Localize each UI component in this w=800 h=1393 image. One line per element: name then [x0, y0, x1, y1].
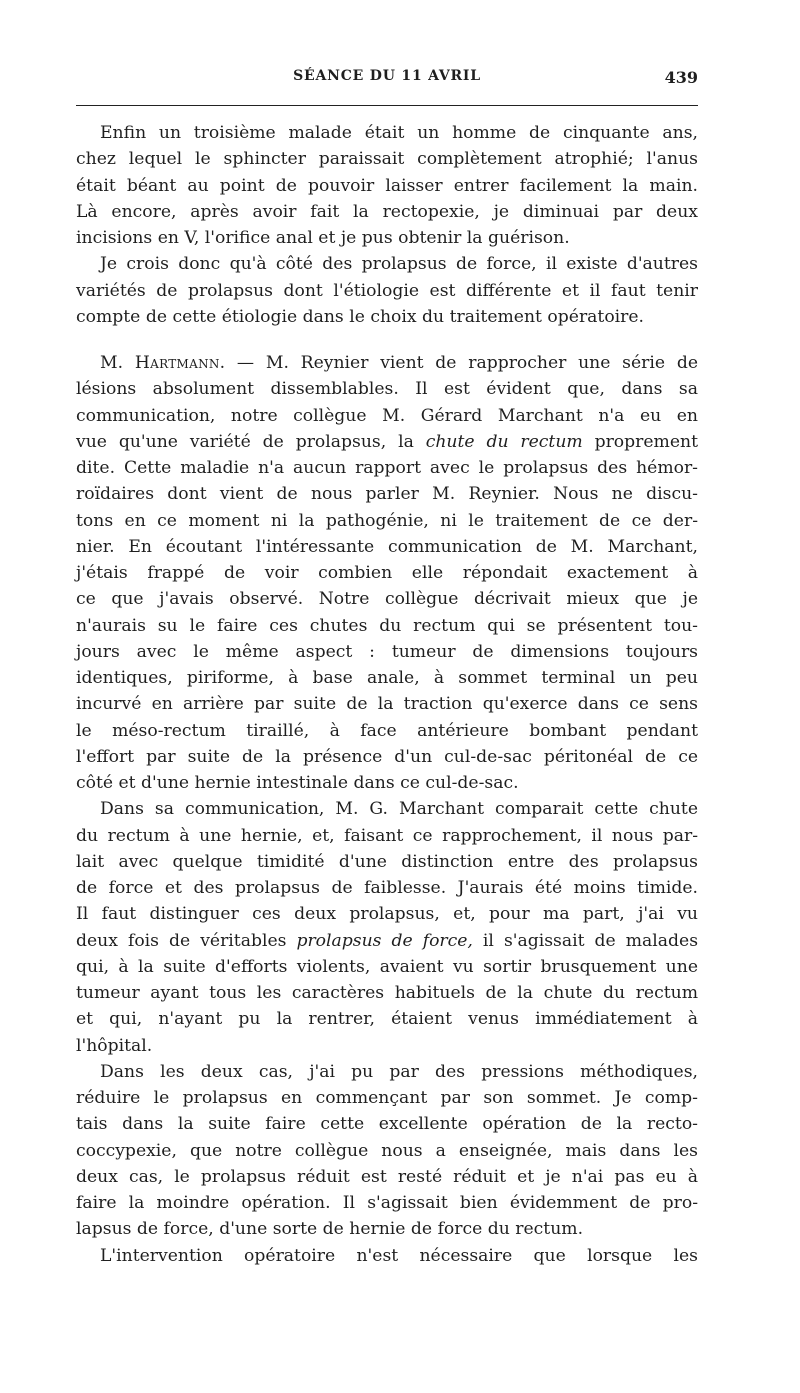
italic-term: chute du rectum [425, 431, 583, 452]
text-line: tais dans la suite faire cette excellente opération de la recto- [76, 1114, 698, 1135]
text-line: variétés de prolapsus dont l'étiologie est différente et il faut tenir [76, 280, 698, 301]
text-line: communication, notre collègue M. Gérard Marchant n'a eu en [76, 405, 698, 426]
text-line: et qui, n'ayant pu la rentrer, étaient venus immédiatement à [76, 1009, 698, 1030]
text-line: j'étais frappé de voir combien elle répondait exactement à [76, 563, 698, 583]
text-line: Dans sa communication, M. G. Marchant comparait cette chute [100, 799, 698, 820]
text-line: faire la moindre opération. Il s'agissait bien évidemment de pro- [76, 1193, 698, 1213]
text-line: L'intervention opératoire n'est nécessaire que lorsque les [100, 1245, 698, 1266]
text-line: n'aurais su le faire ces chutes du rectum qui se présentent tou- [76, 615, 698, 636]
text-line: du rectum à une hernie, et, faisant ce rapprochement, il nous par- [76, 825, 698, 846]
text-line: l'hôpital. [76, 1035, 153, 1056]
text-line: de force et des prolapsus de faiblesse. J'aurais été moins timide. [76, 878, 698, 898]
running-head: SÉANCE DU 11 AVRIL [293, 68, 481, 84]
text-span: vue qu'une variété de prolapsus, la [76, 431, 426, 452]
text-line: lésions absolument dissemblables. Il est évident que, dans sa [76, 379, 698, 400]
text-line: réduire le prolapsus en commençant par son sommet. Je comp- [76, 1088, 698, 1108]
text-span: il s'agissait de malades [472, 930, 699, 951]
body-text [76, 120, 698, 1269]
text-line: jours avec le même aspect : tumeur de dimensions toujours [76, 641, 698, 662]
text-line: qui, à la suite d'efforts violents, avaient vu sortir brusquement une [76, 956, 698, 977]
paragraph [76, 120, 698, 251]
text-line: ce que j'avais observé. Notre collègue décrivait mieux que je [76, 589, 698, 610]
text-line: incurvé en arrière par suite de la traction qu'exerce dans ce sens [76, 694, 698, 715]
paragraph [76, 350, 698, 796]
text-span: deux fois de véritables [76, 930, 297, 951]
text-line: roïdaires dont vient de nous parler M. Reynier. Nous ne discu- [76, 484, 698, 505]
text-line: coccypexie, que notre collègue nous a enseignée, mais dans les [76, 1140, 698, 1161]
text-line: nier. En écoutant l'intéressante communication de M. Marchant, [76, 536, 698, 557]
text-line: compte de cette étiologie dans le choix du traitement opératoire. [76, 306, 645, 327]
text-line: Enfin un troisième malade était un homme de cinquante ans, [100, 123, 698, 143]
speaker-line-rest: . — M. Reynier vient de rapprocher une série de [219, 353, 698, 373]
text-line [76, 928, 698, 954]
text-span: proprement [582, 431, 698, 452]
text-line: tons en ce moment ni la pathogénie, ni le traitement de ce der- [76, 510, 698, 531]
text-line: dite. Cette maladie n'a aucun rapport avec le prolapsus des hémor- [76, 458, 698, 478]
page-number: 439 [664, 68, 698, 87]
speaker-name: Hartmann [134, 353, 220, 373]
text-line: tumeur ayant tous les caractères habituels de la chute du rectum [76, 983, 698, 1003]
text-line: incisions en V, l'orifice anal et je pus obtenir la guérison. [76, 228, 570, 248]
text-line: lait avec quelque timidité d'une distinction entre des prolapsus [76, 851, 698, 872]
paragraph-gap [76, 330, 698, 350]
text-line: Dans les deux cas, j'ai pu par des pressions méthodiques, [100, 1061, 698, 1082]
speaker-prefix: M. [100, 353, 135, 373]
paragraph [76, 1059, 698, 1243]
text-line [76, 350, 698, 376]
text-line: était béant au point de pouvoir laisser entrer facilement la main. [76, 175, 698, 196]
text-line: l'effort par suite de la présence d'un cul-de-sac péritonéal de ce [76, 746, 698, 767]
text-line [76, 429, 698, 455]
text-line: côté et d'une hernie intestinale dans ce cul-de-sac. [76, 773, 519, 793]
paragraph [76, 796, 698, 1059]
text-line: chez lequel le sphincter paraissait complètement atrophié; l'anus [76, 149, 698, 170]
header-rule [76, 105, 698, 106]
text-line: Il faut distinguer ces deux prolapsus, et, pour ma part, j'ai vu [76, 904, 698, 925]
italic-term: prolapsus de force, [296, 930, 473, 951]
paragraph [76, 1243, 698, 1269]
text-line: deux cas, le prolapsus réduit est resté réduit et je n'ai pas eu à [76, 1166, 698, 1187]
text-line: Je crois donc qu'à côté des prolapsus de force, il existe d'autres [100, 254, 698, 275]
text-line: identiques, piriforme, à base anale, à sommet terminal un peu [76, 668, 698, 688]
page-header [76, 68, 698, 94]
text-line: le méso-rectum tiraillé, à face antérieure bombant pendant [76, 720, 698, 741]
text-line: lapsus de force, d'une sorte de hernie de force du rectum. [76, 1219, 584, 1240]
text-line: Là encore, après avoir fait la rectopexie, je diminuai par deux [76, 201, 698, 222]
paragraph [76, 251, 698, 330]
